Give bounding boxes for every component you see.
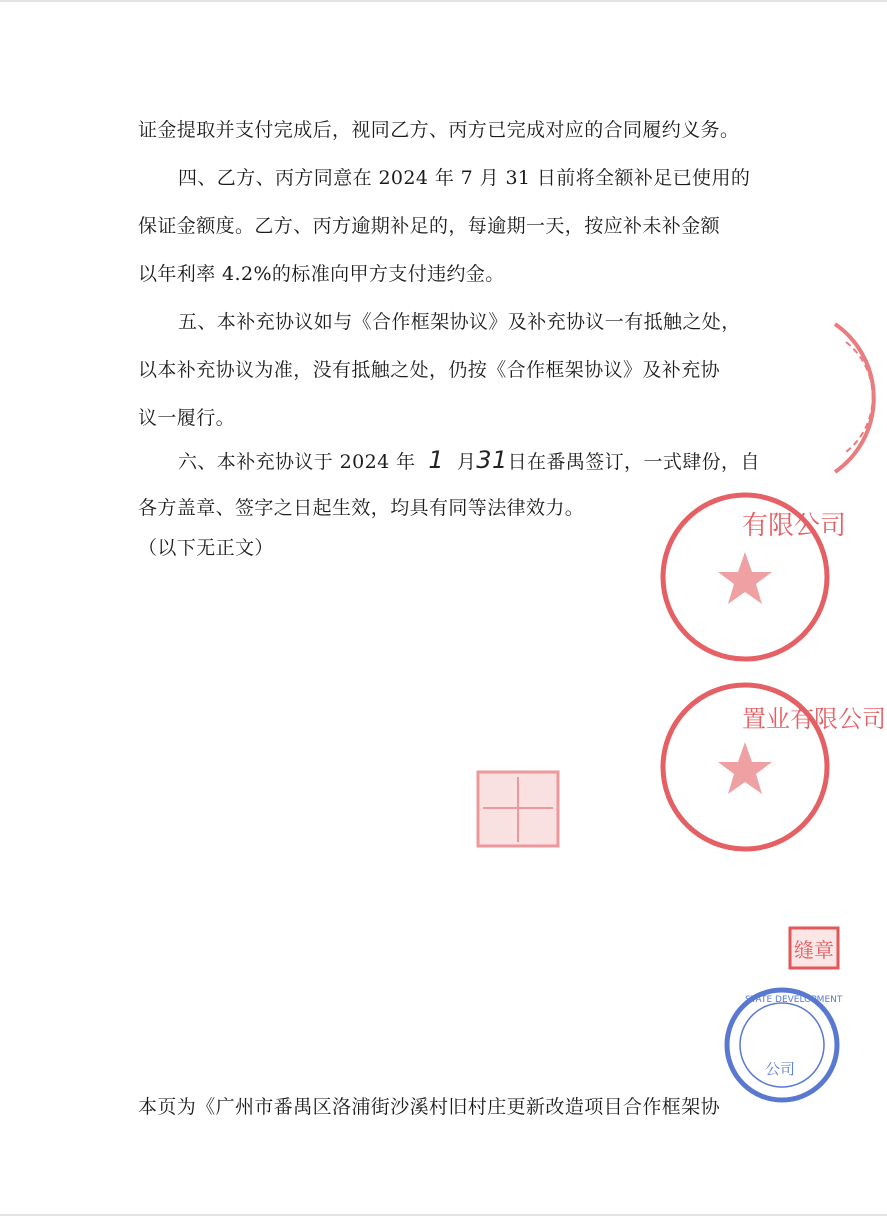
seam-seal	[790, 928, 838, 968]
seal-1-text: 有限公司	[742, 511, 847, 541]
handwritten-day: 31	[476, 446, 508, 474]
clause-6-line-2: 各方盖章、签字之日起生效，均具有同等法律效力。	[138, 497, 585, 519]
personal-seal	[478, 772, 558, 846]
clause-6-prefix: 六、本补充协议于 2024 年	[178, 451, 416, 473]
seal-2-text: 置业有限公司	[742, 705, 886, 733]
handwritten-month: 1	[428, 446, 444, 474]
blue-seal-text: STATE DEVELOPMENT	[745, 995, 843, 1005]
blue-seal	[727, 990, 843, 1100]
seam-seal-text: 缝章	[794, 938, 834, 962]
page-footer: 本页为《广州市番禺区洛浦街沙溪村旧村庄更新改造项目合作框架协	[138, 1096, 721, 1118]
clause-4-line-1: 四、乙方、丙方同意在 2024 年 7 月 31 日前将全额补足已使用的	[178, 167, 751, 189]
clause-5-line-1: 五、本补充协议如与《合作框架协议》及补充协议一有抵触之处，	[178, 311, 741, 333]
end-note-text: （以下无正文）	[138, 537, 274, 559]
clause-5-line-3: 议一履行。	[138, 407, 236, 429]
clause-5-line-2: 以本补充协议为准，没有抵触之处，仍按《合作框架协议》及补充协	[138, 359, 721, 381]
partial-seal-top-right	[835, 324, 874, 472]
blue-seal-sub: 公司	[765, 1060, 796, 1078]
clause-4-line-2: 保证金额度。乙方、丙方逾期补足的，每逾期一天，按应补未补金额	[138, 215, 721, 237]
clause-6-suffix: 日在番禺签订，一式肆份，自	[507, 451, 760, 473]
text-line: 证金提取并支付完成后，视同乙方、丙方已完成对应的合同履约义务。	[138, 119, 740, 141]
month-label: 月	[456, 451, 477, 473]
company-seal-1	[663, 495, 846, 659]
clause-4-line-3: 以年利率 4.2%的标准向甲方支付违约金。	[138, 263, 505, 285]
company-seal-2	[663, 685, 886, 849]
stamps-layer	[0, 2, 887, 1216]
